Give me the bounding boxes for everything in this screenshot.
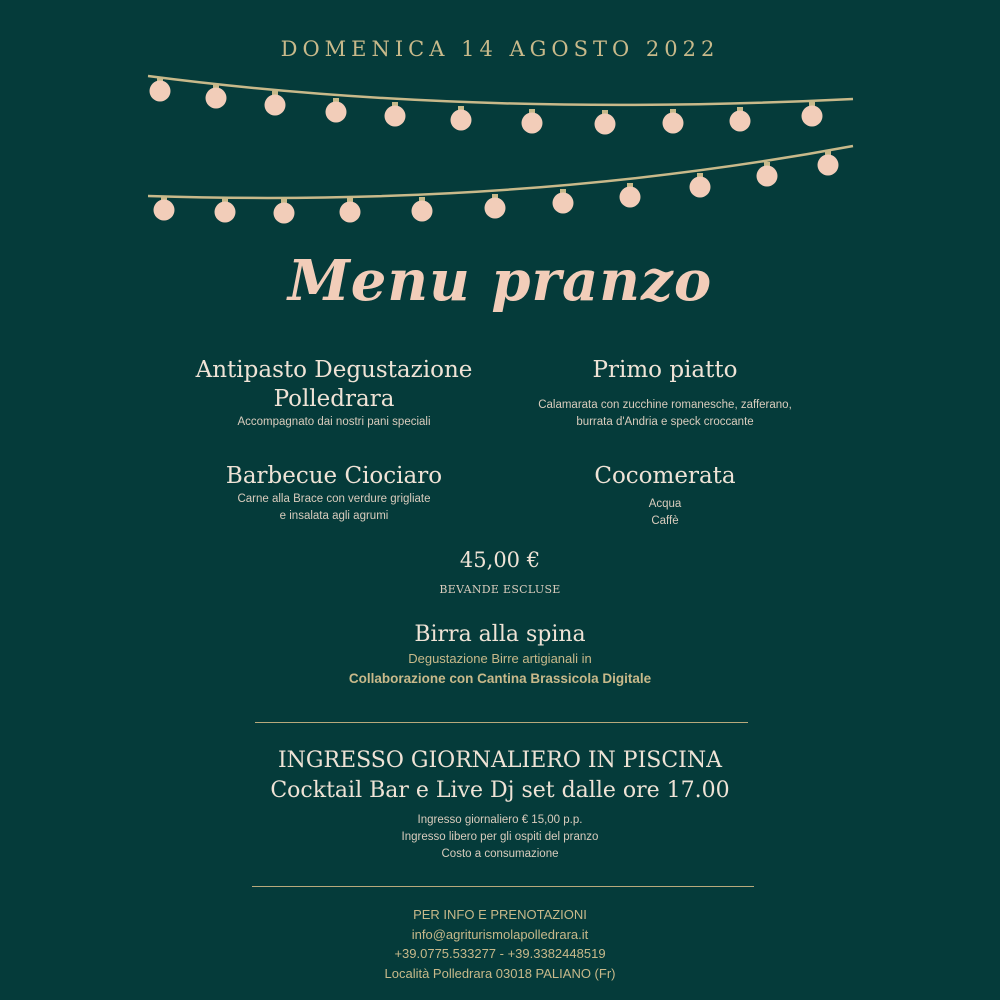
- pool-section: [0, 746, 1000, 863]
- course-name-text: Antipasto Degustazione Polledrara: [195, 357, 473, 412]
- light-bulb: [757, 166, 778, 187]
- light-wire: [148, 146, 853, 198]
- light-bulb: [340, 202, 361, 223]
- course-name: Barbecue Ciociaro: [225, 463, 443, 489]
- pool-title: INGRESSO GIORNALIERO IN PISCINA: [277, 748, 723, 773]
- course-barbecue: [184, 462, 484, 525]
- light-bulb: [154, 200, 175, 221]
- pool-line: Ingresso giornaliero € 15,00 p.p.: [417, 814, 583, 826]
- course-desc-line: Caffè: [651, 515, 679, 527]
- course-primo: [500, 356, 830, 431]
- info-email[interactable]: info@agriturismolapolledrara.it: [411, 926, 589, 942]
- menu-title: Menu pranzo: [287, 248, 713, 314]
- light-bulb: [730, 111, 751, 132]
- light-bulb: [485, 198, 506, 219]
- pool-subtitle: Cocktail Bar e Live Dj set dalle ore 17.00: [270, 778, 730, 803]
- event-date: DOMENICA 14 AGOSTO 2022: [280, 37, 720, 61]
- course-desc-line: burrata d'Andria e speck croccante: [576, 416, 754, 428]
- course-name: Primo piatto: [592, 357, 738, 383]
- light-bulb: [690, 177, 711, 198]
- course-desc-line: Carne alla Brace con verdure grigliate: [237, 493, 431, 505]
- course-name: [184, 356, 484, 414]
- course-desc-line: Acqua: [648, 498, 682, 510]
- course-desc-line: Accompagnato dai nostri pani speciali: [237, 416, 431, 428]
- string-lights-decoration: [0, 0, 1000, 240]
- light-bulb: [385, 106, 406, 127]
- light-bulb: [595, 114, 616, 135]
- light-bulb: [215, 202, 236, 223]
- beer-title: Birra alla spina: [414, 622, 586, 647]
- light-bulb: [265, 95, 286, 116]
- course-desc-line: Calamarata con zucchine romanesche, zafferano,: [538, 399, 792, 411]
- light-strand-bottom: [148, 146, 853, 224]
- menu-price: 45,00 €: [459, 548, 541, 572]
- pool-line: Costo a consumazione: [441, 848, 559, 860]
- divider: [255, 722, 748, 723]
- light-bulb: [553, 193, 574, 214]
- divider: [252, 886, 754, 887]
- course-cocomerata: [500, 462, 830, 530]
- info-phones[interactable]: +39.0775.533277 - +39.3382448519: [394, 946, 606, 961]
- light-bulb: [412, 201, 433, 222]
- beer-collaboration: Collaborazione con Cantina Brassicola Digitale: [348, 671, 652, 686]
- price-note: BEVANDE ESCLUSE: [439, 583, 561, 596]
- light-bulb: [150, 81, 171, 102]
- course-desc-line: e insalata agli agrumi: [279, 510, 389, 522]
- pool-line: Ingresso libero per gli ospiti del pranzo: [401, 831, 599, 843]
- light-bulb: [663, 113, 684, 134]
- light-bulb: [620, 187, 641, 208]
- light-bulb: [326, 102, 347, 123]
- info-address: Località Polledrara 03018 PALIANO (Fr): [384, 965, 616, 981]
- beer-desc: Degustazione Birre artigianali in: [408, 651, 592, 666]
- info-heading: PER INFO E PRENOTAZIONI: [413, 907, 587, 922]
- contact-info: [0, 905, 1000, 983]
- course-name: Cocomerata: [594, 463, 736, 489]
- light-strand-top: [148, 76, 853, 135]
- beer-section: [0, 620, 1000, 689]
- light-bulb: [206, 88, 227, 109]
- course-antipasto: [184, 356, 484, 431]
- light-bulb: [818, 155, 839, 176]
- light-wire: [148, 76, 853, 105]
- light-bulb: [451, 110, 472, 131]
- light-bulb: [274, 203, 295, 224]
- light-bulb: [802, 106, 823, 127]
- light-bulb: [522, 113, 543, 134]
